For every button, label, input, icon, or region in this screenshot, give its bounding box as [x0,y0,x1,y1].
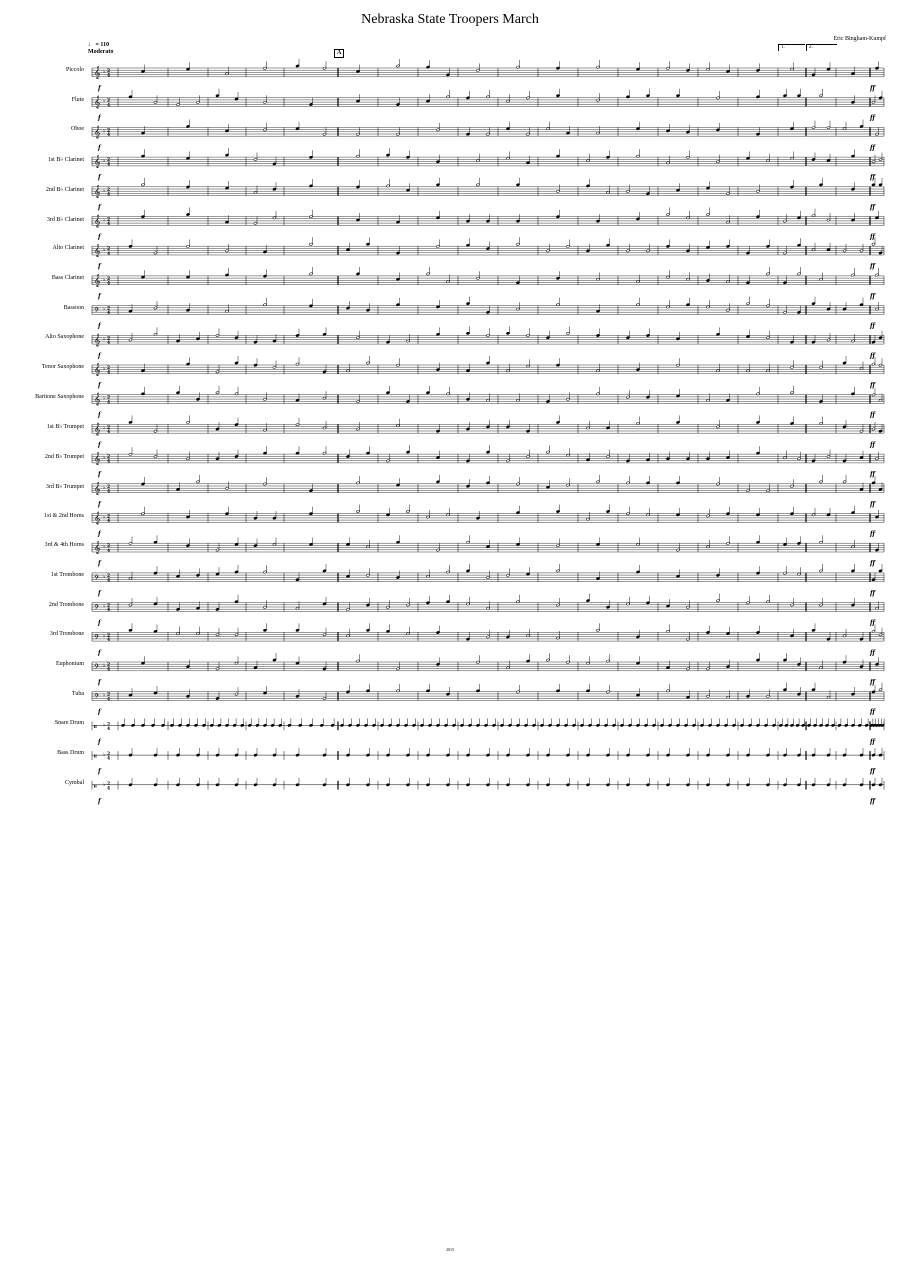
time-signature-top: 2 [107,633,111,639]
clef-glyph: 𝄞 [94,481,101,495]
time-signature-bottom: 4 [107,667,111,673]
time-signature-bottom: 4 [107,637,111,643]
time-signature-top: 2 [107,781,111,787]
dynamic-marking: ff [870,500,875,508]
dynamic-marking: ff [870,352,875,360]
key-signature: ♭ [103,573,106,580]
key-signature: ♭ [103,722,106,729]
time-signature-top: 2 [107,722,111,728]
time-signature-bottom: 4 [107,281,111,287]
clef-glyph: 𝄞 [94,333,101,347]
clef-glyph: 𝄢 [94,603,100,613]
clef-glyph: 𝄞 [94,184,101,198]
instrument-label: Piccolo [66,67,84,73]
instrument-label: Tenor Saxophone [41,364,84,370]
dynamic-marking: f [98,471,101,479]
key-signature: ♭ [103,158,106,165]
time-signature-top: 2 [107,69,111,74]
dynamic-marking: f [98,382,101,389]
dynamic-marking: f [98,797,101,805]
dynamic-marking: f [98,530,101,538]
time-signature-bottom: 4 [107,133,111,138]
time-signature-top: 2 [107,247,111,253]
key-signature: ♭ [103,366,106,372]
instrument-label: 1st B♭ Clarinet [47,157,84,164]
dynamic-marking: ff [870,203,875,211]
time-signature-bottom: 4 [107,192,111,198]
dynamic-marking: f [98,203,101,211]
time-signature-bottom: 4 [107,578,111,584]
clef-glyph: 𝄢 [94,573,100,583]
key-signature: ♭ [103,692,106,699]
key-signature: ♭ [103,752,106,759]
time-signature-top: 2 [107,276,111,282]
instrument-label: Tuba [71,690,84,697]
clef-glyph: 𝄥 [94,722,97,732]
instrument-label: 1st & 2nd Horns [44,512,84,519]
instrument-label: Euphonium [56,661,84,667]
time-signature-bottom: 4 [107,548,111,554]
dynamic-marking: ff [870,382,875,389]
key-signature: ♭ [103,425,106,432]
dynamic-marking: ff [870,174,875,182]
dynamic-marking: f [98,114,101,122]
dynamic-marking: ff [870,263,875,271]
time-signature-top: 2 [107,692,111,698]
key-signature: ♭ [103,395,106,402]
time-signature-top: 2 [107,187,111,193]
dynamic-marking: ff [870,679,875,686]
dynamic-marking: f [98,738,101,746]
dynamic-marking: f [98,292,101,300]
dynamic-marking: ff [870,530,875,538]
clef-glyph: 𝄢 [94,306,100,316]
time-signature-top: 2 [107,603,111,609]
key-signature: ♭ [103,455,106,462]
clef-glyph: 𝄥 [94,752,97,762]
dynamic-marking: f [98,589,101,597]
clef-glyph: 𝄞 [94,541,101,555]
key-signature: ♭ [103,276,106,283]
instrument-label: Oboe [71,126,84,133]
clef-glyph: 𝄞 [94,511,101,525]
clef-glyph: 𝄞 [94,422,101,436]
time-signature-bottom: 4 [107,73,111,79]
time-signature-bottom: 4 [107,370,111,376]
time-signature-top: 2 [107,484,111,490]
time-signature-top: 2 [107,306,111,312]
time-signature-top: 2 [107,158,111,164]
dynamic-marking: f [98,85,101,92]
time-signature-top: 2 [107,752,111,758]
instrument-label: 3rd Trombone [49,631,84,638]
clef-glyph: 𝄞 [94,125,101,139]
score-title: Nebraska State Troopers March [361,12,539,27]
time-signature-bottom: 4 [107,608,111,614]
tempo-value: ♩ = 110 [88,42,110,48]
key-signature: ♭ [103,603,106,610]
instrument-label: Bass Drum [57,750,84,757]
key-signature: ♭ [103,781,106,788]
rehearsal-mark: A [334,49,344,58]
key-signature: ♭ [103,484,106,491]
dynamic-marking: ff [870,619,875,627]
time-signature-top: 2 [107,217,111,223]
key-signature: ♭ [103,633,106,640]
dynamic-marking: ff [870,85,875,92]
clef-glyph: 𝄞 [94,95,101,109]
dynamic-marking: f [98,144,101,152]
time-signature-bottom: 4 [107,162,111,168]
dynamic-marking: ff [870,411,875,419]
time-signature-bottom: 4 [107,103,111,109]
instrument-label: Snare Drum [54,720,84,727]
dynamic-marking: f [98,649,101,657]
dynamic-marking: ff [870,560,875,568]
time-signature-top: 2 [107,573,111,579]
dynamic-marking: ff [870,292,875,300]
time-signature-top: 2 [107,514,111,520]
dynamic-marking: f [98,174,101,182]
key-signature: ♭ [103,663,106,669]
dynamic-marking: f [98,679,101,686]
clef-glyph: 𝄞 [94,392,101,406]
instrument-label: 3rd & 4th Horns [44,542,84,549]
dynamic-marking: ff [870,738,875,746]
clef-glyph: 𝄞 [94,363,101,376]
dynamic-marking: f [98,263,101,271]
dynamic-marking: f [98,352,101,360]
clef-glyph: 𝄢 [94,633,100,643]
dynamic-marking: ff [870,768,875,776]
clef-glyph: 𝄞 [94,66,101,79]
time-signature-bottom: 4 [107,489,111,495]
clef-glyph: 𝄞 [94,155,101,169]
time-signature-top: 2 [107,336,111,342]
key-signature: ♭ [103,128,106,135]
instrument-label: Cymbal [65,779,84,786]
instrument-label: 2nd B♭ Trumpet [44,454,84,461]
clef-glyph: 𝄞 [94,452,101,466]
key-signature: ♭ [103,336,106,343]
time-signature-top: 2 [107,128,111,134]
key-signature: ♭ [103,69,106,75]
dynamic-marking: ff [870,233,875,241]
instrument-label: 3rd B♭ Trumpet [45,483,84,490]
clef-glyph: 𝄢 [94,663,100,672]
clef-glyph: 𝄞 [94,244,101,258]
dynamic-marking: ff [870,471,875,479]
time-signature-top: 2 [107,544,111,550]
dynamic-marking: f [98,768,101,776]
dynamic-marking: f [98,441,101,449]
time-signature-bottom: 4 [107,697,111,703]
clef-glyph: 𝄞 [94,214,101,228]
key-signature: ♭ [103,306,106,313]
time-signature-bottom: 4 [107,756,111,762]
time-signature-bottom: 4 [107,251,111,257]
time-signature-top: 2 [107,425,111,431]
tempo-text: Moderato [88,49,114,55]
instrument-label: Baritone Saxophone [35,393,84,400]
instrument-label: 1st Trombone [50,571,84,578]
dynamic-marking: ff [870,708,875,716]
instrument-label: Flute [71,96,84,103]
key-signature: ♭ [103,544,106,551]
dynamic-marking: ff [870,649,875,657]
key-signature: ♭ [103,247,106,254]
time-signature-top: 2 [107,663,111,668]
clef-glyph: 𝄥 [94,781,97,791]
instrument-label: Alto Saxophone [45,334,84,341]
time-signature-top: 2 [107,98,111,104]
dynamic-marking: ff [870,114,875,122]
time-signature-bottom: 4 [107,311,111,317]
instrument-label: 3rd B♭ Clarinet [46,216,84,223]
dynamic-marking: ff [870,322,875,330]
time-signature-bottom: 4 [107,519,111,525]
dynamic-marking: f [98,322,101,330]
dynamic-marking: f [98,500,101,508]
key-signature: ♭ [103,217,106,224]
dynamic-marking: f [98,708,101,716]
page-footer: 2015 [446,1247,454,1252]
key-signature: ♭ [103,98,106,105]
time-signature-top: 2 [107,455,111,461]
dynamic-marking: f [98,233,101,241]
volta-bracket-1: 1. [778,44,805,51]
time-signature-top: 2 [107,395,111,401]
instrument-label: Alto Clarinet [52,245,84,252]
time-signature-bottom: 4 [107,727,111,732]
dynamic-marking: ff [870,797,875,805]
dynamic-marking: ff [870,589,875,597]
dynamic-marking: f [98,411,101,419]
instrument-label: 1st B♭ Trumpet [46,424,84,431]
instrument-label: Bassoon [63,304,84,311]
time-signature-bottom: 4 [107,459,111,465]
time-signature-bottom: 4 [107,400,111,406]
key-signature: ♭ [103,514,106,521]
time-signature-bottom: 4 [107,222,111,228]
dynamic-marking: f [98,560,101,568]
instrument-label: 2nd B♭ Clarinet [45,186,84,193]
time-signature-bottom: 4 [107,786,111,792]
composer-credit: Eric Bingham-Kumpf [833,36,886,42]
dynamic-marking: ff [870,441,875,449]
time-signature-top: 2 [107,366,111,371]
volta-bracket-2: 2. [806,44,837,51]
time-signature-bottom: 4 [107,430,111,435]
clef-glyph: 𝄢 [94,692,100,702]
instrument-label: Bass Clarinet [51,274,84,281]
clef-glyph: 𝄞 [94,273,101,287]
time-signature-bottom: 4 [107,340,111,346]
key-signature: ♭ [103,187,106,194]
instrument-label: 2nd Trombone [48,601,84,608]
dynamic-marking: f [98,619,101,627]
dynamic-marking: ff [870,144,875,152]
